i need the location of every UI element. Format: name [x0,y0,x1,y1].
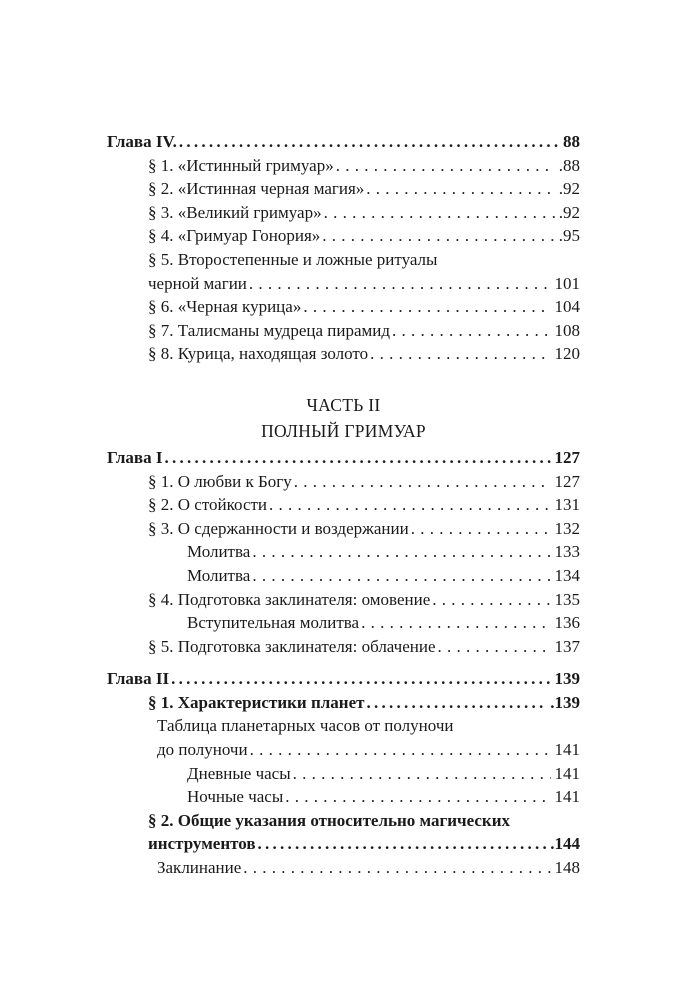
toc-item-title: § 5. Второстепенные и ложные ритуалы [148,249,438,269]
toc-leader-dots [164,446,550,470]
toc-subitem [107,540,580,564]
toc-item [107,319,580,343]
toc-leader-dots [179,130,559,154]
table-of-contents [107,130,580,880]
toc-page-number: 127 [554,471,580,491]
toc-item-title: § 5. Подготовка заклинателя: облачение [148,635,438,659]
toc-item-bold-wrapped-line2 [107,832,580,856]
toc-page-number: 139 [554,669,580,689]
toc-item-title: Заклинание [157,856,243,880]
toc-item [107,154,580,178]
toc-item-title-cont: черной магии [148,272,249,296]
toc-item-title: § 1. О любви к Богу [148,470,294,494]
toc-item-title: § 2. О стойкости [148,493,269,517]
toc-item-title: Ночные часы [187,785,285,809]
toc-chapter-title: Глава II [107,667,171,691]
toc-item-title: § 6. «Черная курица» [148,295,303,319]
toc-page-number: 137 [554,636,580,656]
toc-subitem [107,611,580,635]
toc-item [107,470,580,494]
toc-subitem-wrapped-line1 [107,714,580,738]
toc-page-number: 135 [554,589,580,609]
toc-item [107,493,580,517]
toc-page-number: .139 [550,692,580,712]
toc-item-title: § 3. О сдержанности и воздержании [148,517,411,541]
toc-chapter-ii [107,667,580,691]
toc-leader-dots [293,762,551,786]
toc-item-title: Таблица планетарных часов от полуночи [157,716,454,736]
toc-leader-dots [258,832,547,856]
toc-item [107,588,580,612]
toc-leader-dots [303,295,550,319]
toc-chapter-iv [107,130,580,154]
toc-item-title: § 1. «Истинный гримуар» [148,154,336,178]
toc-item-title: Молитва [187,540,252,564]
toc-leader-dots [392,319,550,343]
toc-item-title: § 4. «Гримуар Гонория» [148,224,322,248]
toc-leader-dots [366,177,554,201]
toc-leader-dots [324,201,555,225]
toc-leader-dots [269,493,550,517]
toc-page-number: 132 [554,518,580,538]
toc-item [107,295,580,319]
toc-leader-dots [250,738,551,762]
toc-page-number: 104 [554,297,580,317]
toc-leader-dots [285,785,550,809]
toc-page-number: .92 [558,202,580,222]
toc-subitem [107,762,580,786]
toc-subitem [107,785,580,809]
toc-item-title-cont: до полуночи [157,738,250,762]
toc-page-number: .88 [558,155,580,175]
toc-leader-dots [243,856,550,880]
part-title: ПОЛНЫЙ ГРИМУАР [261,420,426,441]
toc-leader-dots [361,611,550,635]
toc-leader-dots [366,691,546,715]
toc-subitem [107,564,580,588]
toc-leader-dots [411,517,551,541]
toc-leader-dots [294,470,551,494]
toc-leader-dots [370,342,550,366]
toc-page-number: 120 [554,344,580,364]
toc-leader-dots [438,635,551,659]
toc-item [107,342,580,366]
toc-item [107,635,580,659]
toc-chapter-i [107,446,580,470]
toc-item-wrapped-line2 [107,272,580,296]
toc-item-title: § 3. «Великий гримуар» [148,201,324,225]
toc-item-title: § 7. Талисманы мудреца пирамид [148,319,392,343]
toc-chapter-title: Глава I [107,446,164,470]
toc-item-title: § 4. Подготовка заклинателя: омовение [148,588,432,612]
toc-item-bold [107,691,580,715]
toc-item-title: Вступительная молитва [187,611,361,635]
toc-item-title: Дневные часы [187,762,293,786]
toc-item [107,201,580,225]
toc-item [107,177,580,201]
toc-subitem-wrapped-line2 [107,738,580,762]
toc-item-title-cont: инструментов [148,832,258,856]
toc-page-number: 133 [554,542,580,562]
part-heading [107,392,580,444]
toc-item-title: § 2. «Истинная черная магия» [148,177,366,201]
toc-page-number: .95 [558,226,580,246]
toc-item-title: § 1. Характеристики планет [148,691,366,715]
toc-item-title: § 2. Общие указания относительно магических [148,810,511,830]
part-label: ЧАСТЬ II [306,394,381,415]
toc-leader-dots [432,588,550,612]
toc-page-number: 136 [554,613,580,633]
toc-page-number: 141 [554,787,580,807]
toc-item-title: Молитва [187,564,252,588]
toc-item [107,517,580,541]
toc-page-number: 148 [554,858,580,878]
toc-item-bold-wrapped-line1 [107,809,580,833]
toc-leader-dots [252,540,550,564]
toc-item [107,224,580,248]
toc-page-number: .144 [550,834,580,854]
toc-subitem [107,856,580,880]
toc-item-title: § 8. Курица, находящая золото [148,342,370,366]
toc-page-number: 108 [554,320,580,340]
toc-page-number: 127 [554,447,580,467]
toc-item-wrapped-line1 [107,248,580,272]
toc-page-number: 134 [554,565,580,585]
toc-chapter-title: Глава IV. [107,130,179,154]
toc-page-number: .92 [558,179,580,199]
toc-page-number: 88 [563,132,580,151]
toc-leader-dots [249,272,551,296]
toc-page-number: 131 [554,495,580,515]
toc-page-number: 101 [554,273,580,293]
toc-leader-dots [336,154,555,178]
toc-leader-dots [322,224,554,248]
toc-leader-dots [252,564,550,588]
toc-leader-dots [171,667,550,691]
toc-page-number: 141 [554,763,580,783]
toc-page-number: 141 [554,740,580,760]
